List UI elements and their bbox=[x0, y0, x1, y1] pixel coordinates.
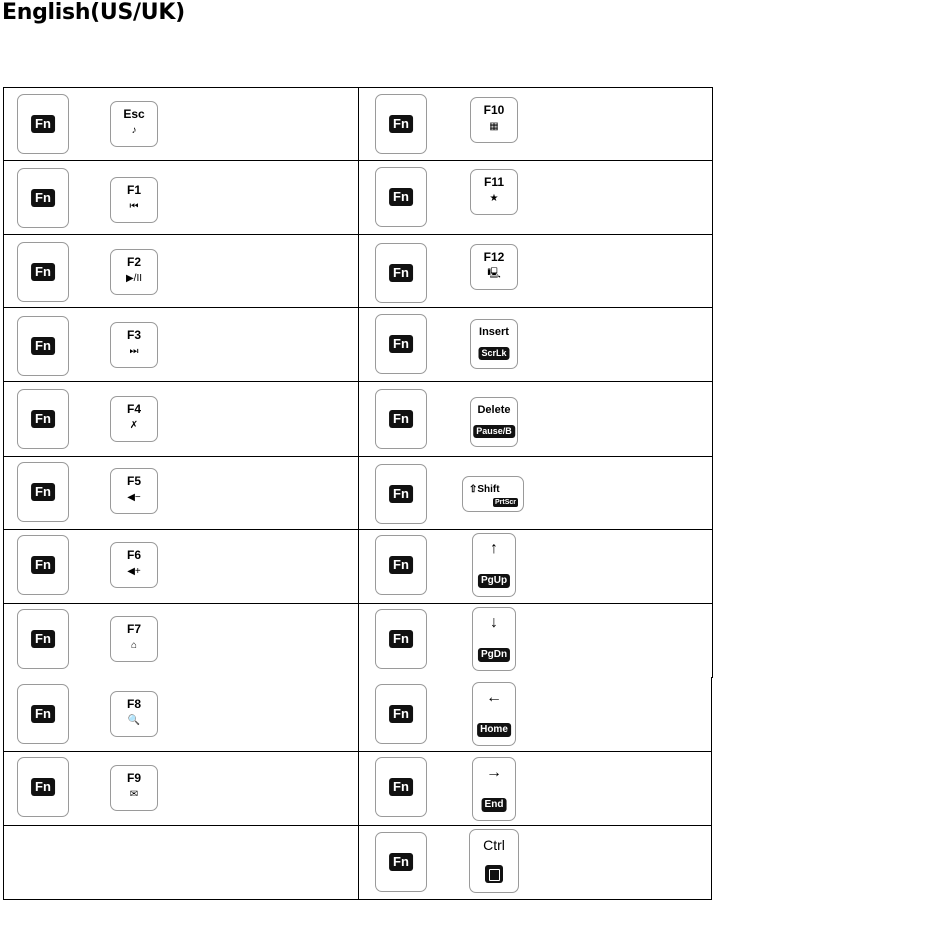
key-combo-cell bbox=[358, 382, 541, 457]
key-combo-cell bbox=[358, 752, 541, 826]
f9-key: F9 ✉ bbox=[110, 765, 158, 811]
description-cell bbox=[540, 161, 713, 235]
arrow-right-icon: → bbox=[486, 764, 502, 781]
search-icon: 🔍 bbox=[127, 715, 141, 726]
key-combo-cell bbox=[358, 457, 541, 530]
fn-key: Fn bbox=[17, 94, 69, 154]
description-cell bbox=[540, 752, 712, 826]
description-cell bbox=[185, 235, 359, 308]
menu-icon bbox=[485, 865, 503, 883]
key-combo-cell bbox=[3, 308, 186, 382]
key-combo-cell bbox=[358, 826, 541, 900]
description-cell bbox=[185, 677, 359, 752]
ctrl-key: Ctrl bbox=[469, 829, 519, 893]
f4-key: F4 ✗ bbox=[110, 396, 158, 442]
fn-key: Fn bbox=[375, 464, 427, 524]
key-combo-cell bbox=[358, 235, 541, 308]
key-combo-cell bbox=[358, 677, 541, 752]
fn-key: Fn bbox=[375, 609, 427, 669]
description-cell bbox=[540, 826, 712, 900]
key-combo-cell bbox=[3, 752, 186, 826]
fn-key: Fn bbox=[375, 535, 427, 595]
fn-key: Fn bbox=[17, 462, 69, 522]
page-title: English(US/UK) bbox=[2, 0, 185, 25]
description-cell bbox=[185, 161, 359, 235]
description-cell bbox=[540, 235, 713, 308]
computer-icon: 🖳 bbox=[487, 268, 501, 279]
fn-key: Fn bbox=[375, 243, 427, 303]
key-combo-cell bbox=[3, 87, 186, 161]
key-combo-cell bbox=[3, 604, 186, 678]
f12-key: F12 🖳 bbox=[470, 244, 518, 290]
f8-key: F8 🔍 bbox=[110, 691, 158, 737]
volume-down-icon: ◀− bbox=[127, 492, 141, 503]
fn-key: Fn bbox=[375, 684, 427, 744]
calculator-icon: ▦ bbox=[489, 121, 499, 132]
fn-key: Fn bbox=[17, 168, 69, 228]
description-cell bbox=[185, 826, 359, 900]
previous-track-icon: ⏮ bbox=[129, 201, 139, 212]
key-combo-cell bbox=[358, 161, 541, 235]
key-combo-cell bbox=[358, 87, 541, 161]
volume-up-icon: ◀+ bbox=[127, 566, 141, 577]
fn-key: Fn bbox=[375, 314, 427, 374]
empty-cell bbox=[3, 826, 186, 900]
f2-key: F2 ▶/II bbox=[110, 249, 158, 295]
key-combo-cell bbox=[358, 604, 541, 678]
description-cell bbox=[185, 457, 359, 530]
home-icon: ⌂ bbox=[130, 640, 138, 651]
mute-icon: ✗ bbox=[129, 420, 139, 431]
f5-key: F5 ◀− bbox=[110, 468, 158, 514]
f7-key: F7 ⌂ bbox=[110, 616, 158, 662]
fn-key: Fn bbox=[17, 609, 69, 669]
description-cell bbox=[185, 87, 359, 161]
description-cell bbox=[540, 308, 713, 382]
fn-key: Fn bbox=[17, 389, 69, 449]
fn-key: Fn bbox=[17, 684, 69, 744]
key-combo-cell bbox=[358, 530, 541, 604]
arrow-left-icon: ← bbox=[486, 689, 502, 706]
delete-key: Delete Pause/B bbox=[470, 397, 518, 447]
description-cell bbox=[540, 677, 712, 752]
description-cell bbox=[540, 530, 713, 604]
fn-key: Fn bbox=[375, 389, 427, 449]
description-cell bbox=[540, 457, 713, 530]
arrow-right-key: → End bbox=[472, 757, 516, 821]
description-cell bbox=[540, 382, 713, 457]
key-combo-cell bbox=[3, 457, 186, 530]
insert-key: Insert ScrLk bbox=[470, 319, 518, 369]
key-combo-cell bbox=[3, 530, 186, 604]
arrow-up-key: ↑ PgUp bbox=[472, 533, 516, 597]
arrow-left-key: ← Home bbox=[472, 682, 516, 746]
key-combo-cell bbox=[3, 235, 186, 308]
mail-icon: ✉ bbox=[129, 789, 139, 800]
description-cell bbox=[540, 604, 713, 678]
shift-key: ⇧Shift PrtScr bbox=[462, 476, 524, 512]
key-combo-cell bbox=[358, 308, 541, 382]
f11-key: F11 ★ bbox=[470, 169, 518, 215]
key-combo-cell bbox=[3, 382, 186, 457]
fn-key: Fn bbox=[375, 832, 427, 892]
fn-key: Fn bbox=[17, 535, 69, 595]
key-combo-cell bbox=[3, 677, 186, 752]
f1-key: F1 ⏮ bbox=[110, 177, 158, 223]
description-cell bbox=[185, 752, 359, 826]
key-combo-cell bbox=[3, 161, 186, 235]
music-icon: ♪ bbox=[131, 125, 137, 136]
arrow-down-key: ↓ PgDn bbox=[472, 607, 516, 671]
fn-key: Fn bbox=[375, 757, 427, 817]
arrow-down-icon: ↓ bbox=[490, 614, 498, 631]
description-cell bbox=[185, 604, 359, 678]
fn-key: Fn bbox=[375, 167, 427, 227]
fn-key: Fn bbox=[17, 757, 69, 817]
description-cell bbox=[185, 530, 359, 604]
f10-key: F10 ▦ bbox=[470, 97, 518, 143]
fn-key: Fn bbox=[17, 316, 69, 376]
description-cell bbox=[540, 87, 713, 161]
fn-key: Fn bbox=[17, 242, 69, 302]
play-pause-icon: ▶/II bbox=[125, 273, 143, 284]
esc-key: Esc ♪ bbox=[110, 101, 158, 147]
arrow-up-icon: ↑ bbox=[490, 540, 498, 557]
f6-key: F6 ◀+ bbox=[110, 542, 158, 588]
description-cell bbox=[185, 308, 359, 382]
description-cell bbox=[185, 382, 359, 457]
f3-key: F3 ⏭ bbox=[110, 322, 158, 368]
next-track-icon: ⏭ bbox=[129, 346, 139, 357]
fn-key: Fn bbox=[375, 94, 427, 154]
star-icon: ★ bbox=[489, 193, 499, 204]
